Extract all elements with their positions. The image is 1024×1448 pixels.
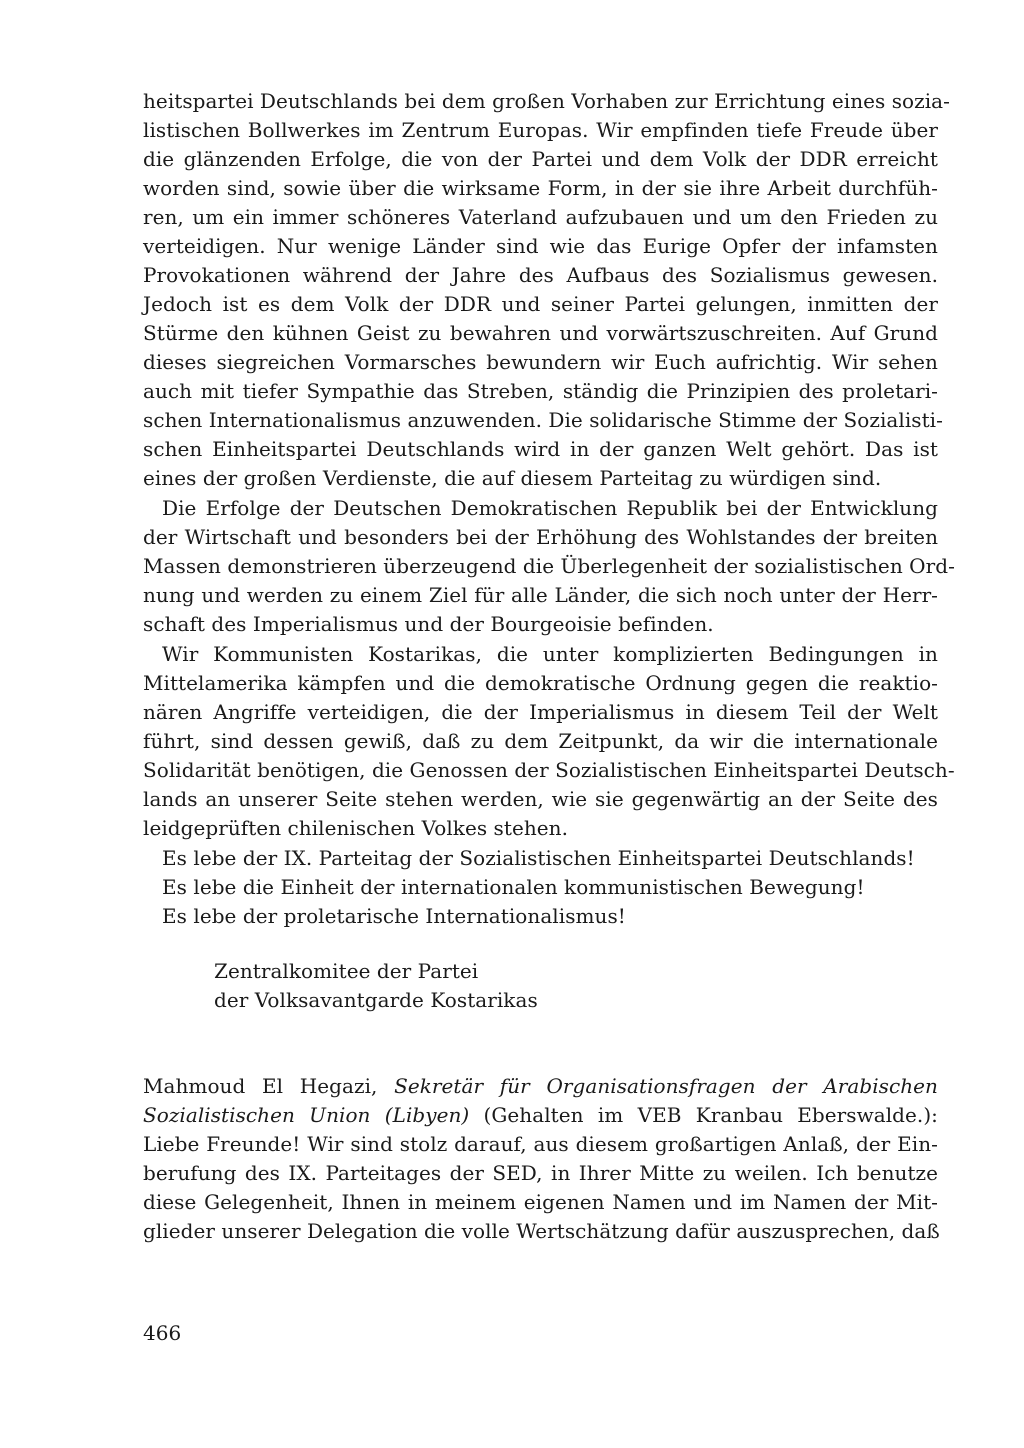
text-line: eines der großen Verdienste, die auf diesem Parteitag zu würdigen sind.: [143, 466, 882, 490]
text-line: Wir Kommunisten Kostarikas, die unter komplizierten Bedingungen in: [162, 642, 938, 666]
text-line: listischen Bollwerkes im Zentrum Europas. Wir empfinden tiefe Freude über: [143, 118, 938, 142]
text-line: [143, 1073, 938, 1099]
text-line: diese Gelegenheit, Ihnen in meinem eigenen Namen und im Namen der Mit-: [143, 1190, 938, 1214]
text-line: Mittelamerika kämpfen und die demokratische Ordnung gegen die reaktio-: [143, 671, 938, 695]
text-line: schaft des Imperialismus und der Bourgeoisie befinden.: [143, 612, 714, 636]
text-line: schen Einheitspartei Deutschlands wird in der ganzen Welt gehört. Das ist: [143, 437, 938, 461]
text-line: Stürme den kühnen Geist zu bewahren und vorwärtszuschreiten. Auf Grund: [143, 321, 938, 345]
speaker-title: Sekretär für Organisationsfragen der Arabischen: [394, 1074, 938, 1098]
text-line: schen Internationalismus anzuwenden. Die solidarische Stimme der Sozialisti-: [143, 408, 943, 432]
text-line: die glänzenden Erfolge, die von der Partei und dem Volk der DDR erreicht: [143, 147, 938, 171]
text-line: verteidigen. Nur wenige Länder sind wie das Eurige Opfer der infamsten: [143, 234, 938, 258]
text-line: leidgeprüften chilenischen Volkes stehen.: [143, 816, 568, 840]
text-line: Jedoch ist es dem Volk der DDR und seiner Partei gelungen, inmitten der: [143, 292, 938, 316]
text-line: [143, 1102, 938, 1128]
text-line: führt, sind dessen gewiß, daß zu dem Zeitpunkt, da wir die internationale: [143, 729, 938, 753]
text-line: ren, um ein immer schöneres Vaterland aufzubauen und um den Frieden zu: [143, 205, 938, 229]
slogan-line: Es lebe die Einheit der internationalen kommunistischen Bewegung!: [162, 875, 865, 899]
slogan-line: Es lebe der IX. Parteitag der Sozialistischen Einheitspartei Deutschlands!: [162, 846, 915, 870]
text-line: auch mit tiefer Sympathie das Streben, ständig die Prinzipien des proletari-: [143, 379, 938, 403]
text-line: nung und werden zu einem Ziel für alle Länder, die sich noch unter der Herr-: [143, 583, 938, 607]
text-line: Liebe Freunde! Wir sind stolz darauf, aus diesem großartigen Anlaß, der Ein-: [143, 1132, 938, 1156]
speaker-name: Mahmoud El Hegazi,: [143, 1074, 378, 1098]
signature-line: der Volksavantgarde Kostarikas: [214, 988, 538, 1012]
text-line: Solidarität benötigen, die Genossen der Sozialistischen Einheitspartei Deutsch-: [143, 758, 955, 782]
signature-line: Zentralkomitee der Partei: [214, 959, 479, 983]
text-line: berufung des IX. Parteitages der SED, in Ihrer Mitte zu weilen. Ich benutze: [143, 1161, 938, 1185]
text-line: Provokationen während der Jahre des Aufbaus des Sozialismus gewesen.: [143, 263, 938, 287]
text-line: der Wirtschaft und besonders bei der Erhöhung des Wohlstandes der breiten: [143, 525, 938, 549]
speaker-organization: Sozialistischen Union (Libyen): [143, 1103, 470, 1127]
text-line: lands an unserer Seite stehen werden, wie sie gegenwärtig an der Seite des: [143, 787, 938, 811]
text-line: nären Angriffe verteidigen, die der Imperialismus in diesem Teil der Welt: [143, 700, 938, 724]
text-line: Die Erfolge der Deutschen Demokratischen Republik bei der Entwicklung: [162, 496, 938, 520]
text-line: Massen demonstrieren überzeugend die Überlegenheit der sozialistischen Ord-: [143, 554, 955, 578]
slogan-line: Es lebe der proletarische Internationalismus!: [162, 904, 626, 928]
speaker-note: (Gehalten im VEB Kranbau Eberswalde.):: [483, 1103, 938, 1127]
page-number: 466: [143, 1321, 182, 1345]
text-line: worden sind, sowie über die wirksame Form, in der sie ihre Arbeit durchfüh-: [143, 176, 938, 200]
text-line: heitspartei Deutschlands bei dem großen Vorhaben zur Errichtung eines sozia-: [143, 89, 950, 113]
text-line: glieder unserer Delegation die volle Wertschätzung dafür auszusprechen, daß: [143, 1219, 940, 1243]
text-line: dieses siegreichen Vormarsches bewundern wir Euch aufrichtig. Wir sehen: [143, 350, 938, 374]
